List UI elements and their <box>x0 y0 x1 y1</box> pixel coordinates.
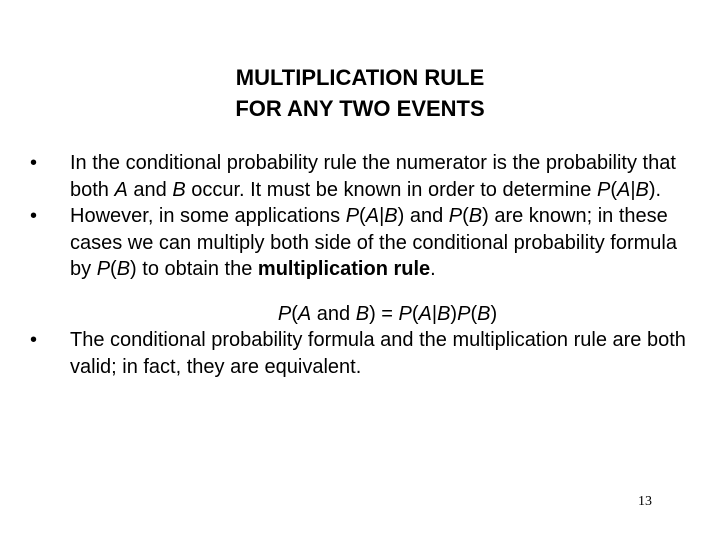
italic-var: P <box>596 178 611 201</box>
slide-title <box>0 62 720 124</box>
title-line-2: FOR ANY TWO EVENTS <box>235 96 485 121</box>
bullet-item-1 <box>30 150 700 203</box>
italic-var: B <box>635 178 649 201</box>
italic-var: A <box>297 302 312 325</box>
text-run: ( <box>470 302 478 325</box>
text-run: occur. It must be known in order to determine <box>185 178 597 201</box>
italic-var: B <box>355 302 370 325</box>
italic-var: P <box>345 205 360 227</box>
text-run: ) to obtain the <box>130 258 258 280</box>
bold-term: multiplication rule <box>257 258 431 280</box>
text-run: | <box>630 178 636 201</box>
bullet-1-text <box>70 152 676 201</box>
italic-var: P <box>457 302 471 325</box>
text-run: In the conditional probability rule the numerator is the probability that both <box>70 152 676 201</box>
italic-var: A <box>114 178 128 201</box>
text-run: ( <box>291 302 298 325</box>
bullet-dot: • <box>30 329 38 351</box>
text-run: ) and <box>397 205 449 227</box>
italic-var: A <box>616 178 631 201</box>
text-run: ( <box>110 258 117 280</box>
italic-var: P <box>398 302 412 325</box>
text-run: ) are known; in these cases we can multiply both side of the conditional probability formula by <box>70 205 677 280</box>
italic-var: A <box>365 205 380 227</box>
bullet-item-3 <box>30 327 700 380</box>
text-run: ). <box>648 178 662 201</box>
text-run: ) = <box>369 302 399 325</box>
text-run: | <box>431 302 438 325</box>
text-run: ) <box>450 302 458 325</box>
text-run: and <box>311 302 356 325</box>
italic-var: P <box>448 205 463 227</box>
text-run: and <box>127 178 173 201</box>
italic-var: B <box>116 258 131 280</box>
bullet-dot: • <box>30 205 38 227</box>
text-run: . <box>430 258 436 280</box>
italic-var: A <box>418 302 432 325</box>
italic-var: P <box>96 258 111 280</box>
italic-var: B <box>437 302 451 325</box>
bullet-list <box>30 150 700 380</box>
bullet-item-2 <box>30 203 700 283</box>
bullet-dot: • <box>30 152 38 174</box>
text-run: ( <box>610 178 617 201</box>
italic-var: B <box>468 205 483 227</box>
text-run: ) <box>490 302 498 325</box>
text-run: ( <box>359 205 366 227</box>
text-run: | <box>379 205 385 227</box>
page-number: 13 <box>638 494 652 509</box>
bullet-3-text: The conditional probability formula and the multiplication rule are both valid; in fact, they are equivalent. <box>70 329 686 378</box>
italic-var: B <box>384 205 398 227</box>
multiplication-formula <box>30 301 700 328</box>
italic-var: B <box>172 178 186 201</box>
italic-var: B <box>477 302 491 325</box>
text-run: However, in some applications <box>70 205 346 227</box>
italic-var: P <box>277 302 292 325</box>
bullet-2-text <box>70 205 677 280</box>
title-line-1: MULTIPLICATION RULE <box>235 65 485 90</box>
text-run: ( <box>411 302 419 325</box>
text-run: ( <box>462 205 469 227</box>
